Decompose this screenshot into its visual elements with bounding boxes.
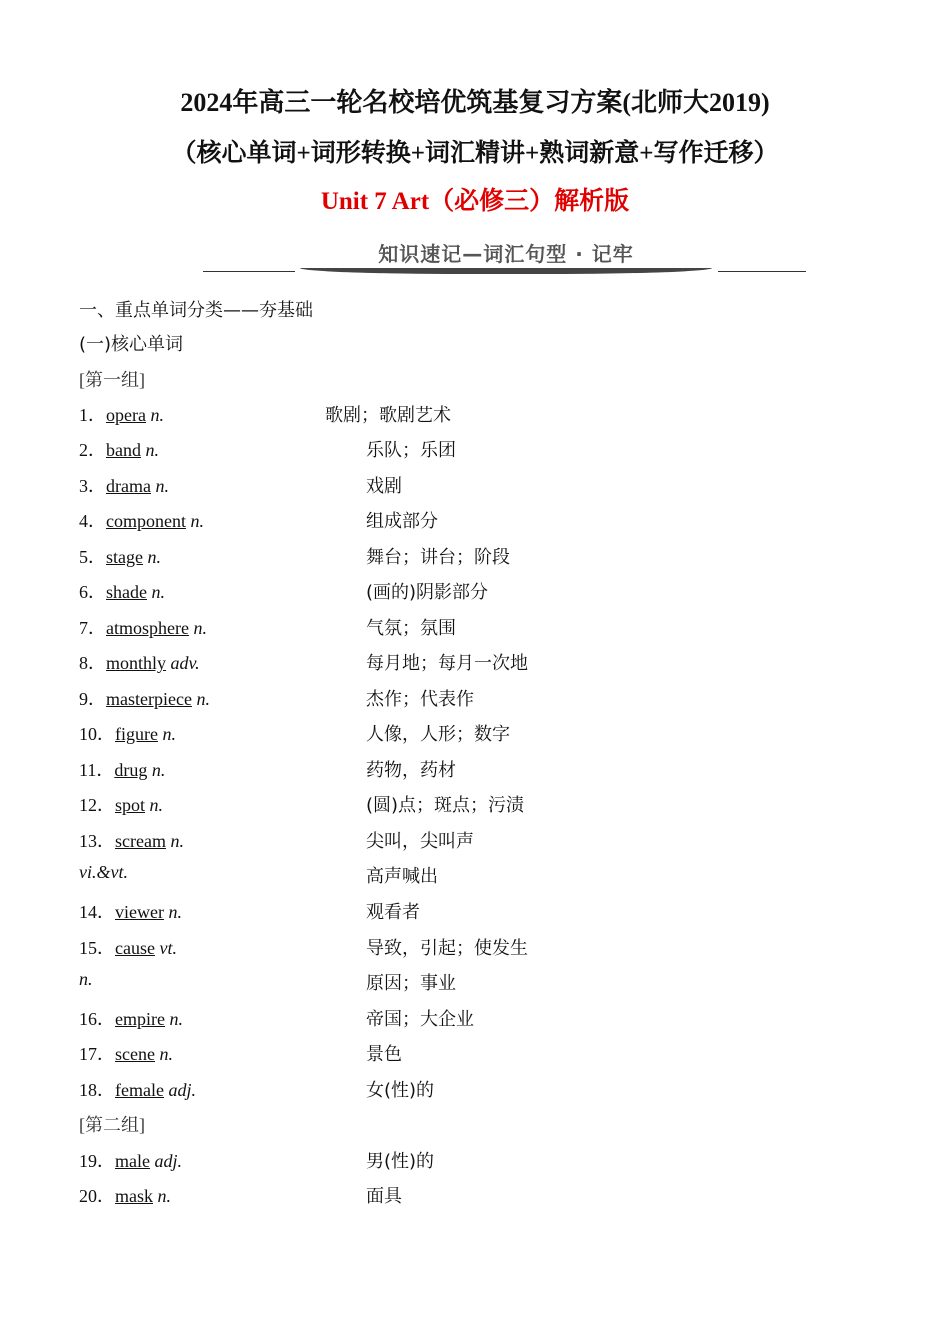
document-title: 2024年高三一轮名校培优筑基复习方案(北师大2019) [180,88,770,117]
vocab-entry [79,1040,173,1066]
item-number: 13． [79,831,115,851]
part-of-speech: vt. [159,938,177,958]
vocab-meaning: 帝国；大企业 [366,1009,474,1030]
part-of-speech: n. [162,724,176,744]
banner-divider-left [203,271,295,272]
banner-underline [300,268,712,274]
vocab-word: masterpiece [106,689,192,709]
vocab-word: opera [106,405,146,425]
part-of-speech: n. [190,511,204,531]
vocab-row [79,1182,879,1206]
item-number: 2． [79,440,106,460]
item-number: 16． [79,1009,115,1029]
vocab-word: drama [106,476,151,496]
vocab-entry [79,756,165,782]
vocab-row [79,969,879,993]
vocab-entry [79,898,182,924]
vocab-meaning: 组成部分 [366,511,438,532]
group-label-2: [第二组] [79,1115,145,1135]
vocab-row [79,898,879,922]
vocab-meaning: 尖叫，尖叫声 [366,831,474,852]
part-of-speech: n. [151,582,165,602]
vocab-entry [79,934,177,960]
part-of-speech: n. [149,795,164,815]
part-of-speech: n. [150,405,164,425]
vocab-row [79,401,879,425]
vocab-entry [79,685,210,711]
document-subtitle: （核心单词+词形转换+词汇精讲+熟词新意+写作迁移） [171,140,779,167]
section-banner [200,238,808,278]
vocab-meaning: 药物，药材 [366,760,456,781]
part-of-speech: n. [145,440,159,460]
vocab-entry [79,791,163,817]
vocab-word: scream [115,831,166,851]
part-of-speech: n. [151,760,166,780]
vocab-meaning: 观看者 [366,902,420,923]
part-of-speech: n. [193,618,207,638]
vocab-row [79,507,879,531]
vocab-entry [79,401,164,427]
item-number: 11． [79,760,115,780]
item-number: 15． [79,938,115,958]
vocab-row [79,1076,879,1100]
part-of-speech: vi.&vt. [79,862,128,882]
item-number: 6． [79,582,106,602]
vocab-word: spot [115,795,146,815]
item-number: 19． [79,1151,115,1171]
vocab-entry [79,1076,196,1102]
section-heading: 一、重点单词分类——夯基础 [79,300,313,321]
vocab-row [79,1147,879,1171]
item-number: 7． [79,618,106,638]
vocab-meaning: (圆)点；斑点；污渍 [366,795,525,816]
vocab-entry [79,578,165,604]
vocab-row [79,649,879,673]
vocab-entry [79,827,184,853]
vocab-row [79,1040,879,1064]
item-number: 9． [79,689,106,709]
part-of-speech: n. [147,547,161,567]
vocab-entry [79,472,169,498]
vocab-entry [79,862,128,883]
vocab-meaning: 人像，人形；数字 [366,724,510,745]
group-label-1: [第一组] [79,370,145,390]
item-number: 18． [79,1080,115,1100]
vocab-meaning: 气氛；氛围 [366,618,456,639]
part-of-speech: n. [170,831,184,851]
item-number: 4． [79,511,106,531]
vocab-word: mask [115,1186,153,1206]
vocab-word: cause [115,938,155,958]
vocab-word: figure [115,724,158,744]
item-number: 20． [79,1186,115,1206]
vocab-entry [79,1182,171,1208]
vocab-row [79,614,879,638]
vocab-row [79,543,879,567]
vocab-row [79,436,879,460]
item-number: 5． [79,547,106,567]
part-of-speech: adj. [154,1151,182,1171]
item-number: 8． [79,653,106,673]
vocab-meaning: 舞台；讲台；阶段 [366,547,510,568]
vocab-entry [79,614,207,640]
vocab-row [79,1005,879,1029]
vocab-row [79,827,879,851]
item-number: 17． [79,1044,115,1064]
vocab-row [79,862,879,886]
part-of-speech: n. [155,476,169,496]
vocab-meaning: 杰作；代表作 [366,689,474,710]
vocab-row [79,685,879,709]
unit-title: Unit 7 Art（必修三）解析版 [320,188,630,215]
vocab-row [79,720,879,744]
part-of-speech: n. [169,1009,183,1029]
vocab-word: empire [115,1009,165,1029]
vocab-word: monthly [106,653,167,673]
vocab-meaning: 导致，引起；使发生 [366,938,528,959]
vocab-meaning: 男(性)的 [366,1151,435,1172]
vocab-entry [79,720,176,746]
vocab-meaning: 高声喊出 [366,866,438,887]
item-number: 14． [79,902,115,922]
item-number: 3． [79,476,106,496]
vocab-entry [79,1147,182,1173]
vocab-word: viewer [115,902,164,922]
vocab-word: drug [114,760,148,780]
vocab-meaning: 景色 [366,1044,402,1065]
vocab-entry [79,969,93,990]
part-of-speech: adj. [168,1080,196,1100]
vocab-entry [79,436,159,462]
part-of-speech: adv. [170,653,200,673]
vocab-meaning: 每月地；每月一次地 [366,653,528,674]
vocab-row [79,472,879,496]
vocab-word: stage [106,547,143,567]
part-of-speech: n. [157,1186,171,1206]
vocab-word: atmosphere [106,618,189,638]
item-number: 1． [79,405,106,425]
vocab-row [79,756,879,780]
vocab-word: female [115,1080,164,1100]
part-of-speech: n. [168,902,182,922]
vocab-entry [79,507,204,533]
banner-divider-right [718,271,806,272]
section-subheading: (一)核心单词 [79,334,184,355]
vocab-meaning: 面具 [366,1186,402,1207]
vocab-word: component [106,511,186,531]
part-of-speech: n. [196,689,210,709]
vocab-meaning: 原因；事业 [366,973,456,994]
vocab-entry [79,1005,183,1031]
vocab-word: band [106,440,141,460]
vocab-meaning: (画的)阴影部分 [366,582,489,603]
vocab-meaning: 女(性)的 [366,1080,435,1101]
vocab-word: shade [106,582,147,602]
vocab-meaning: 戏剧 [366,476,402,497]
vocab-meaning: 歌剧；歌剧艺术 [325,405,451,426]
vocab-meaning: 乐队；乐团 [366,440,456,461]
part-of-speech: n. [79,969,93,989]
vocab-entry [79,649,200,675]
vocab-word: scene [115,1044,155,1064]
vocab-entry [79,543,161,569]
item-number: 12． [79,795,115,815]
item-number: 10． [79,724,115,744]
vocab-row [79,578,879,602]
part-of-speech: n. [159,1044,173,1064]
vocab-row [79,791,879,815]
banner-text: 知识速记—词汇句型 · 记牢 [378,242,634,266]
vocab-row [79,934,879,958]
vocab-word: male [115,1151,150,1171]
